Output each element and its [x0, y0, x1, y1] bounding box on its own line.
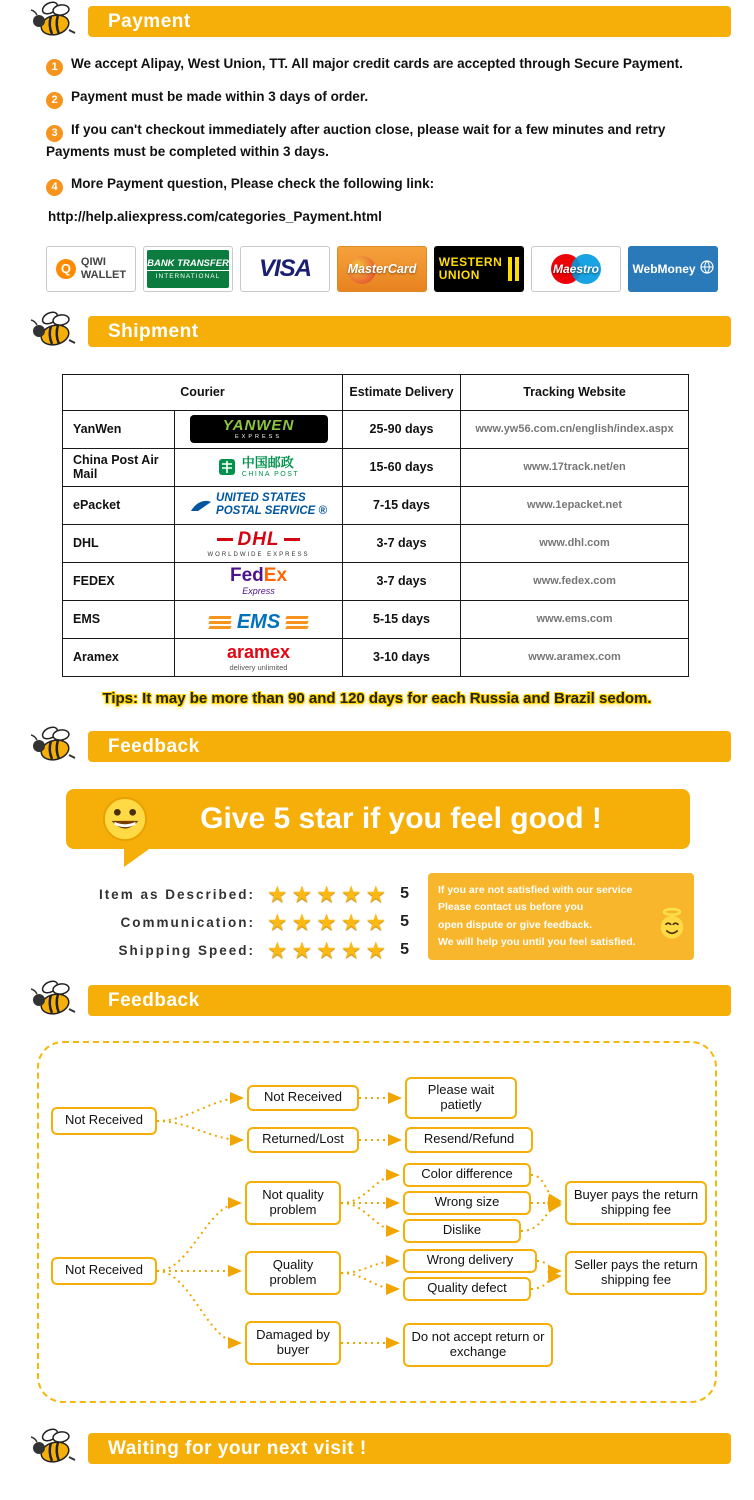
- table-row: [63, 486, 689, 524]
- flow-box-buyer-pays: Buyer pays the return shipping fee: [565, 1181, 707, 1225]
- tracking-website[interactable]: www.dhl.com: [461, 524, 689, 562]
- payment-list: [46, 54, 730, 196]
- aramex-logo-subtext: delivery unlimited: [229, 663, 288, 673]
- ems-logo: [209, 612, 308, 632]
- flow-box-not-received-1: Not Received: [51, 1107, 157, 1135]
- number-badge: 4: [46, 179, 63, 196]
- feedback-flow-header-bar: [88, 985, 731, 1016]
- bee-icon: [26, 976, 78, 1025]
- bank-transfer-logo: [143, 246, 233, 292]
- webmoney-label: WebMoney: [632, 261, 696, 276]
- bank-transfer-sublabel: INTERNATIONAL: [155, 272, 221, 280]
- bee-icon: [26, 0, 78, 46]
- star-rating: ★★★★★: [267, 936, 391, 963]
- aramex-logo-text: aramex: [226, 642, 291, 663]
- notice-line: open dispute or give feedback.: [438, 918, 593, 931]
- tracking-website[interactable]: www.fedex.com: [461, 562, 689, 600]
- courier-name: FEDEX: [63, 562, 175, 600]
- dhl-logo-subtext: WORLDWIDE EXPRESS: [207, 551, 310, 558]
- section-title: Feedback: [108, 989, 200, 1011]
- rating-label: Item as Described:: [98, 886, 255, 902]
- table-row: [63, 410, 689, 448]
- western-union-label-1: WESTERN: [438, 255, 503, 270]
- section-title: Waiting for your next visit !: [108, 1437, 367, 1459]
- rating-score: 5: [400, 941, 410, 959]
- delivery-estimate: 3-7 days: [343, 524, 461, 562]
- rating-row: [30, 937, 409, 964]
- payment-help-link[interactable]: http://help.aliexpress.com/categories_Payment.html: [48, 208, 382, 224]
- flow-box-not-received-mid: Not Received: [247, 1085, 359, 1111]
- section-title: Payment: [108, 11, 191, 32]
- fedex-ex-text: Ex: [263, 565, 288, 587]
- table-row: [63, 600, 689, 638]
- dhl-logo-text: DHL: [237, 528, 280, 550]
- ems-logo-text: EMS: [236, 611, 281, 634]
- delivery-estimate: 3-7 days: [343, 562, 461, 600]
- footer-header-bar: [88, 1433, 731, 1464]
- flow-box-color-difference: Color difference: [403, 1163, 531, 1187]
- feedback-section-header: [0, 725, 754, 767]
- qiwi-wallet-logo: [46, 246, 136, 292]
- flow-box-not-quality-problem: Not quality problem: [245, 1181, 341, 1225]
- payment-item: [46, 120, 730, 163]
- bank-transfer-badge: [147, 250, 229, 288]
- payment-item-text: Payment must be made within 3 days of order.: [71, 89, 369, 104]
- mastercard-label: MasterCard: [347, 261, 417, 276]
- rating-score: 5: [400, 885, 410, 903]
- banner-tail: [124, 847, 152, 867]
- delivery-estimate: 7-15 days: [343, 486, 461, 524]
- flow-box-damaged-by-buyer: Damaged by buyer: [245, 1321, 341, 1365]
- rating-row: [30, 881, 409, 908]
- flow-box-wrong-delivery: Wrong delivery: [403, 1249, 537, 1273]
- maestro-logo: [531, 246, 621, 292]
- notice-line: Please contact us before you: [438, 901, 584, 914]
- notice-line: We will help you until you feel satisfied.: [438, 935, 636, 948]
- bee-icon: [26, 1424, 78, 1473]
- courier-name: ePacket: [63, 486, 175, 524]
- yanwen-logo-subtext: EXPRESS: [235, 434, 282, 441]
- footer-section-header: [0, 1427, 754, 1469]
- flow-box-quality-defect: Quality defect: [403, 1277, 531, 1301]
- payment-item-text: If you can't checkout immediately after auction close, please wait for a few minutes and retry Payments must be completed within 3 days.: [46, 122, 666, 159]
- flow-box-not-received-2: Not Received: [51, 1257, 157, 1285]
- yanwen-logo-text: YANWEN: [222, 417, 295, 435]
- flow-box-please-wait: Please wait patietly: [405, 1077, 517, 1119]
- dhl-logo: [208, 530, 310, 558]
- payment-methods-row: [46, 246, 754, 292]
- usps-text-2: POSTAL SERVICE ®: [216, 505, 327, 518]
- qiwi-sublabel: WALLET: [80, 268, 127, 281]
- china-post-emblem-icon: [218, 458, 236, 476]
- star-rating: ★★★★★: [267, 880, 391, 907]
- delivery-estimate: 15-60 days: [343, 448, 461, 486]
- star-rating: ★★★★★: [267, 908, 391, 935]
- tracking-website[interactable]: www.yw56.com.cn/english/index.aspx: [461, 410, 689, 448]
- western-union-logo: [434, 246, 524, 292]
- usps-text-1: UNITED STATES: [216, 491, 306, 504]
- banner-text: Give 5 star if you feel good !: [200, 801, 602, 835]
- western-union-label-2: UNION: [438, 267, 480, 282]
- courier-name: YanWen: [63, 410, 175, 448]
- shipment-header-bar: [88, 316, 731, 347]
- aramex-logo: [227, 643, 290, 672]
- payment-header-bar: [88, 6, 731, 37]
- payment-item-text: More Payment question, Please check the following link:: [71, 175, 435, 191]
- column-tracking-website: Tracking Website: [461, 374, 689, 410]
- flow-box-returned-lost: Returned/Lost: [247, 1127, 359, 1153]
- china-post-logo: [218, 456, 299, 478]
- rating-label: Communication:: [120, 914, 255, 930]
- rating-row: [30, 909, 409, 936]
- tracking-website[interactable]: www.aramex.com: [461, 638, 689, 676]
- column-estimate-delivery: Estimate Delivery: [343, 374, 461, 410]
- table-row: [63, 562, 689, 600]
- flow-box-quality-problem: Quality problem: [245, 1251, 341, 1295]
- courier-name: Aramex: [63, 638, 175, 676]
- globe-icon: [700, 260, 714, 277]
- five-star-banner: [66, 789, 690, 871]
- fedex-subtext: Express: [242, 586, 275, 597]
- maestro-label: Maestro: [552, 261, 599, 276]
- table-row: [63, 638, 689, 676]
- payment-item: [46, 87, 730, 109]
- bee-icon: [26, 722, 78, 771]
- flow-box-seller-pays: Seller pays the return shipping fee: [565, 1251, 707, 1295]
- visa-logo: [240, 246, 330, 292]
- satisfaction-notice: [428, 873, 694, 960]
- rating-label: Shipping Speed:: [118, 942, 255, 958]
- flow-box-do-not-accept: Do not accept return or exchange: [403, 1323, 553, 1367]
- fedex-fed-text: Fed: [229, 565, 264, 587]
- shipment-table: [62, 374, 689, 677]
- china-post-en-text: CHINA POST: [241, 470, 300, 478]
- table-row: [63, 448, 689, 486]
- visa-label: VISA: [258, 254, 311, 282]
- flow-box-wrong-size: Wrong size: [403, 1191, 531, 1215]
- table-row: [63, 524, 689, 562]
- ems-stripes-icon: [209, 616, 231, 629]
- feedback-flow-section-header: [0, 979, 754, 1021]
- webmoney-logo: [628, 246, 718, 292]
- feedback-ratings-area: [30, 873, 694, 965]
- western-union-bars-icon: [508, 257, 519, 281]
- tracking-website[interactable]: www.1epacket.net: [461, 486, 689, 524]
- china-post-cn-text: 中国邮政: [241, 454, 294, 470]
- courier-name: EMS: [63, 600, 175, 638]
- number-badge: 1: [46, 59, 63, 76]
- flow-box-resend-refund: Resend/Refund: [405, 1127, 533, 1153]
- delivery-estimate: 5-15 days: [343, 600, 461, 638]
- ems-stripes-icon: [286, 616, 308, 629]
- yanwen-logo: [190, 415, 328, 443]
- mastercard-logo: [337, 246, 427, 292]
- ratings-list: [30, 873, 409, 965]
- column-courier: Courier: [63, 374, 343, 410]
- qiwi-label: QIWI: [80, 256, 106, 269]
- shipment-tips: Tips: It may be more than 90 and 120 days for each Russia and Brazil sedom.: [102, 689, 652, 707]
- section-title: Shipment: [108, 320, 199, 342]
- number-badge: 2: [46, 92, 63, 109]
- qiwi-icon: Q: [56, 259, 76, 279]
- notice-line: If you are not satisfied with our service: [438, 883, 633, 896]
- bank-transfer-label: BANK TRANSFER: [147, 257, 229, 269]
- tracking-website[interactable]: www.17track.net/en: [461, 448, 689, 486]
- payment-section-header: [0, 0, 754, 42]
- bee-icon: [26, 307, 78, 356]
- tracking-website[interactable]: www.ems.com: [461, 600, 689, 638]
- number-badge: 3: [46, 125, 63, 142]
- usps-eagle-icon: [190, 496, 212, 514]
- smiley-icon: [102, 796, 148, 842]
- payment-item-text: We accept Alipay, West Union, TT. All major credit cards are accepted through Secure Payment.: [71, 56, 683, 71]
- usps-logo: [190, 492, 327, 520]
- delivery-estimate: 3-10 days: [343, 638, 461, 676]
- angel-smiley-icon: [657, 907, 687, 947]
- flow-box-dislike: Dislike: [403, 1219, 521, 1243]
- courier-name: DHL: [63, 524, 175, 562]
- payment-item: [46, 174, 730, 196]
- payment-item: [46, 54, 730, 76]
- fedex-logo: [230, 566, 287, 596]
- dispute-flowchart: [37, 1041, 717, 1403]
- feedback-header-bar: [88, 731, 731, 762]
- shipment-section-header: [0, 310, 754, 352]
- delivery-estimate: 25-90 days: [343, 410, 461, 448]
- rating-score: 5: [400, 913, 410, 931]
- courier-name: China Post Air Mail: [63, 448, 175, 486]
- section-title: Feedback: [108, 735, 200, 757]
- table-header-row: [63, 374, 689, 410]
